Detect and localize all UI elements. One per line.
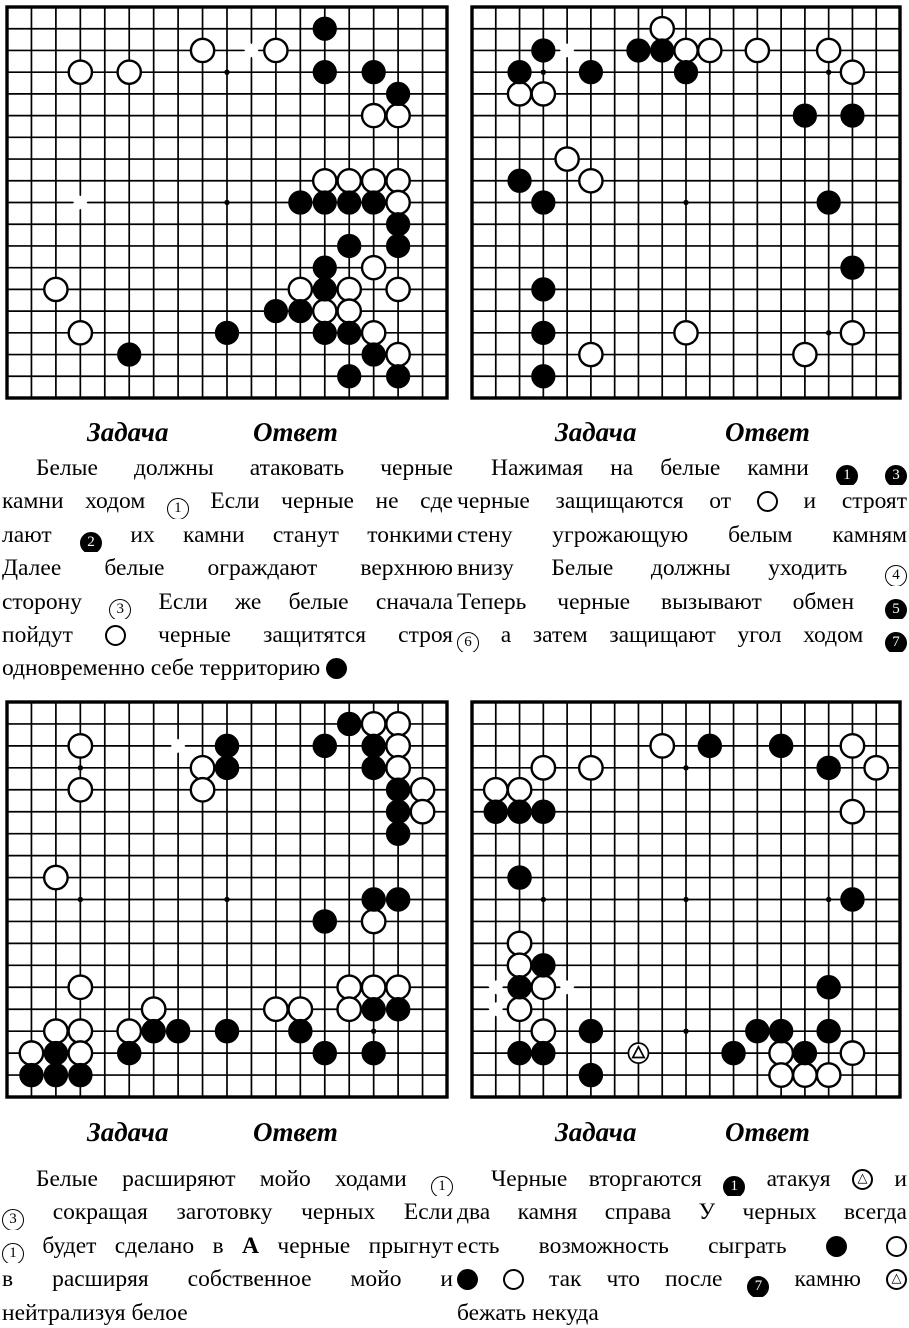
white-circled-move-1-icon: 1 (431, 1176, 453, 1196)
black-stone (313, 1041, 336, 1064)
black-stone (532, 1041, 555, 1064)
white-stone (508, 778, 531, 801)
go-board-problem-top-left (1, 2, 453, 405)
black-stone (338, 365, 361, 388)
black-stone (117, 1041, 140, 1064)
triangle-stone-icon (886, 1269, 907, 1290)
problem-label: Задача (87, 417, 169, 447)
star-point (826, 897, 831, 902)
white-stone (362, 321, 385, 344)
triangle-stone-icon (852, 1169, 873, 1190)
white-stone (386, 169, 409, 192)
white-stone (313, 299, 336, 322)
white-circled-move-3-icon: 3 (109, 599, 131, 619)
black-stone (508, 866, 531, 889)
white-stone (191, 756, 214, 779)
problem-label: Задача (555, 1117, 637, 1147)
black-stone (362, 734, 385, 757)
white-stone (508, 932, 531, 955)
white-stone (386, 191, 409, 214)
black-circled-move-7-icon: 7 (885, 632, 907, 652)
white-stone (338, 278, 361, 301)
black-stone (338, 321, 361, 344)
black-circled-move-5-icon: 5 (885, 599, 907, 619)
black-stone (793, 1041, 816, 1064)
white-stone (532, 1019, 555, 1042)
white-stone (20, 1041, 43, 1064)
black-stone (841, 256, 864, 279)
black-circled-move-1-icon: 1 (836, 465, 858, 485)
white-stone (337, 997, 360, 1020)
white-stone (746, 39, 769, 62)
white-stone (411, 800, 434, 823)
black-stone (508, 169, 531, 192)
white-stone (338, 169, 361, 192)
black-stone (215, 321, 238, 344)
white-stone (386, 712, 409, 735)
white-stone (191, 778, 214, 801)
caption-row (466, 1117, 906, 1151)
white-circled-move-6-icon: 6 (457, 632, 479, 652)
black-stone (44, 1041, 67, 1064)
white-circled-move-1-icon: 1 (167, 498, 189, 518)
black-stone (166, 1019, 189, 1042)
white-stone (386, 734, 409, 757)
white-stone (579, 343, 602, 366)
black-stone (362, 1041, 385, 1064)
star-point (683, 897, 688, 902)
text-line: лают 2 их камни станут тонкими (2, 519, 453, 552)
black-stone (142, 1019, 165, 1042)
white-stone (69, 1041, 92, 1064)
white-stone (386, 343, 409, 366)
black-stone (44, 1063, 67, 1086)
text-line: два камня справа У черных всегда (457, 1199, 907, 1226)
white-stone (44, 278, 67, 301)
white-stone (651, 17, 674, 40)
white-stone (508, 82, 531, 105)
white-stone-icon (503, 1269, 524, 1290)
white-stone (338, 299, 361, 322)
black-stone (579, 1063, 602, 1086)
white-stone (841, 734, 864, 757)
white-stone (841, 1041, 864, 1064)
white-stone (44, 1019, 67, 1042)
text-line: сторону 3 Если же белые сначала (2, 586, 453, 619)
caption-row (1, 1117, 453, 1151)
star-point (541, 897, 546, 902)
white-stone (264, 39, 287, 62)
white-stone (698, 39, 721, 62)
commentary-text (457, 452, 907, 652)
black-stone (532, 191, 555, 214)
go-board-problem-bottom-right (466, 697, 906, 1104)
white-stone (69, 734, 92, 757)
star-point (826, 69, 831, 74)
white-stone (532, 82, 555, 105)
black-circled-move-3-icon: 3 (885, 465, 907, 485)
text-line: 1 будет сделано в А черные прыгнут (2, 1230, 453, 1263)
black-stone (579, 61, 602, 84)
white-stone (817, 39, 840, 62)
black-stone (532, 321, 555, 344)
text-line: черные защищаются от и строят (457, 488, 907, 515)
commentary-text (2, 452, 453, 686)
black-stone (337, 712, 360, 735)
text-line: Белые расширяют мойо ходами 1 (2, 1163, 453, 1196)
white-stone (532, 976, 555, 999)
white-stone (118, 61, 141, 84)
black-stone (508, 61, 531, 84)
black-stone (508, 800, 531, 823)
black-stone (386, 800, 409, 823)
star-point (683, 1028, 688, 1033)
black-stone (386, 888, 409, 911)
black-stone (674, 61, 697, 84)
white-stone-icon (105, 625, 126, 646)
black-circled-move-7-icon: 7 (747, 1276, 769, 1296)
white-stone (841, 321, 864, 344)
black-stone (289, 1019, 312, 1042)
white-stone (650, 734, 673, 757)
black-stone (69, 1063, 92, 1086)
white-stone (769, 1041, 792, 1064)
black-stone (362, 343, 385, 366)
text-line: Нажимая на белые камни 1 3 (457, 452, 907, 485)
text-line: 3 сокращая заготовку черных Если (2, 1196, 453, 1229)
star-point (78, 765, 83, 770)
black-stone-icon (457, 1269, 478, 1290)
black-stone (722, 1041, 745, 1064)
white-circled-move-3-icon: 3 (2, 1209, 24, 1229)
star-point (683, 765, 688, 770)
black-stone (313, 256, 336, 279)
text-line: есть возможность сыграть (457, 1230, 907, 1263)
black-stone (841, 104, 864, 127)
black-stone (289, 299, 312, 322)
text-line: так что после 7 камню △ (457, 1263, 907, 1296)
black-stone (313, 734, 336, 757)
white-stone (532, 756, 555, 779)
black-stone (579, 1019, 602, 1042)
black-stone (362, 756, 385, 779)
white-stone (674, 39, 697, 62)
white-stone (362, 712, 385, 735)
white-stone (793, 1063, 816, 1086)
white-stone (841, 61, 864, 84)
black-stone (362, 61, 385, 84)
white-stone (69, 1019, 92, 1042)
white-circled-move-1-icon: 1 (2, 1243, 24, 1263)
white-stone (362, 976, 385, 999)
black-stone (118, 343, 141, 366)
black-stone (215, 756, 238, 779)
white-stone (142, 997, 165, 1020)
black-stone (386, 778, 409, 801)
black-stone (698, 734, 721, 757)
problem-label: Задача (555, 417, 637, 447)
text-line: нейтрализуя белое (2, 1299, 188, 1326)
black-stone (20, 1063, 43, 1086)
point-label-А: А (242, 1232, 260, 1259)
text-line: стену угрожающую белым камням (457, 521, 907, 548)
caption-row (1, 417, 453, 451)
black-stone (362, 191, 385, 214)
black-stone (215, 1019, 238, 1042)
white-stone (769, 1063, 792, 1086)
black-stone (746, 1019, 769, 1042)
black-stone (793, 104, 816, 127)
black-stone (532, 278, 555, 301)
white-stone (69, 321, 92, 344)
black-stone (313, 278, 336, 301)
white-stone (191, 39, 214, 62)
triangle-icon: △ (857, 1171, 868, 1186)
white-stone (411, 778, 434, 801)
black-stone (508, 976, 531, 999)
black-stone (313, 191, 336, 214)
star-point (78, 897, 83, 902)
white-stone-icon (757, 491, 778, 512)
white-stone (841, 800, 864, 823)
black-stone (289, 191, 312, 214)
black-circled-move-2-icon: 2 (80, 532, 102, 552)
black-stone (386, 822, 409, 845)
black-stone (532, 365, 555, 388)
black-stone (362, 997, 385, 1020)
black-stone (313, 61, 336, 84)
white-stone (386, 104, 409, 127)
black-stone (484, 800, 507, 823)
black-stone (532, 39, 555, 62)
white-circled-move-4-icon: 4 (885, 565, 907, 585)
white-stone (313, 169, 336, 192)
star-point (224, 69, 229, 74)
white-stone (817, 1063, 840, 1086)
white-stone (44, 866, 67, 889)
go-board-problem-top-right (466, 2, 906, 405)
black-stone-icon (326, 658, 347, 679)
text-line: бежать некуда (457, 1299, 599, 1326)
black-stone (386, 997, 409, 1020)
white-stone (579, 756, 602, 779)
star-point (683, 200, 688, 205)
black-stone (313, 910, 336, 933)
white-stone (793, 343, 816, 366)
white-stone (386, 756, 409, 779)
white-stone (386, 278, 409, 301)
white-stone (362, 910, 385, 933)
white-stone (362, 169, 385, 192)
white-stone (508, 997, 531, 1020)
text-line: Теперь черные вызывают обмен 5 (457, 586, 907, 619)
go-board-problem-bottom-left (1, 697, 453, 1104)
star-point (541, 69, 546, 74)
black-stone (362, 888, 385, 911)
triangle-icon: △ (891, 1271, 902, 1287)
problem-label: Задача (87, 1117, 169, 1147)
star-point (371, 1028, 376, 1033)
text-line: пойдут черные защитятся строя (2, 621, 453, 648)
black-stone (386, 82, 409, 105)
black-stone (386, 213, 409, 236)
black-stone (313, 17, 336, 40)
white-stone (386, 976, 409, 999)
black-stone (313, 321, 336, 344)
white-stone (289, 278, 312, 301)
white-stone (69, 778, 92, 801)
black-stone-icon (826, 1236, 847, 1257)
text-line: Далее белые ограждают верхнюю (2, 555, 453, 582)
answer-label: Ответ (725, 1117, 810, 1147)
triangle-marked-stone (628, 1043, 648, 1063)
black-stone (769, 1019, 792, 1042)
text-line: Черные вторгаются 1 атакуя △ и (457, 1163, 907, 1196)
black-stone (386, 234, 409, 257)
white-stone (117, 1019, 140, 1042)
text-line: в расширяя собственное мойо и (2, 1266, 453, 1293)
black-stone (215, 734, 238, 757)
black-stone (817, 191, 840, 214)
white-stone (69, 976, 92, 999)
black-stone (627, 39, 650, 62)
star-point (224, 200, 229, 205)
black-stone (651, 39, 674, 62)
black-stone (264, 299, 287, 322)
black-stone (532, 800, 555, 823)
black-stone (386, 365, 409, 388)
black-stone (841, 888, 864, 911)
white-stone (484, 778, 507, 801)
white-stone (289, 997, 312, 1020)
white-stone-icon (886, 1236, 907, 1257)
black-stone (338, 191, 361, 214)
white-stone (579, 169, 602, 192)
commentary-text (457, 1163, 907, 1328)
text-line: внизу Белые должны уходить 4 (457, 552, 907, 585)
answer-label: Ответ (253, 417, 338, 447)
star-point (826, 330, 831, 335)
star-point (224, 897, 229, 902)
text-line: камни ходом 1 Если черные не сде (2, 485, 453, 518)
black-stone (817, 976, 840, 999)
white-stone (864, 756, 887, 779)
answer-label: Ответ (725, 417, 810, 447)
black-stone (769, 734, 792, 757)
white-stone (508, 954, 531, 977)
white-stone (555, 147, 578, 170)
white-stone (264, 997, 287, 1020)
white-stone (69, 61, 92, 84)
white-stone (362, 256, 385, 279)
black-stone (508, 1041, 531, 1064)
black-stone (817, 756, 840, 779)
answer-label: Ответ (253, 1117, 338, 1147)
text-line: одновременно себе территорию (2, 652, 453, 685)
white-stone (674, 321, 697, 344)
white-stone (362, 104, 385, 127)
white-stone (337, 976, 360, 999)
black-stone (817, 1019, 840, 1042)
caption-row (466, 417, 906, 451)
commentary-text (2, 1163, 453, 1328)
black-stone (338, 234, 361, 257)
text-line: Белые должны атаковать черные (36, 455, 453, 481)
black-circled-move-1-icon: 1 (723, 1176, 745, 1196)
black-stone (532, 954, 555, 977)
text-line: 6 а затем защищают угол ходом 7 (457, 619, 907, 652)
